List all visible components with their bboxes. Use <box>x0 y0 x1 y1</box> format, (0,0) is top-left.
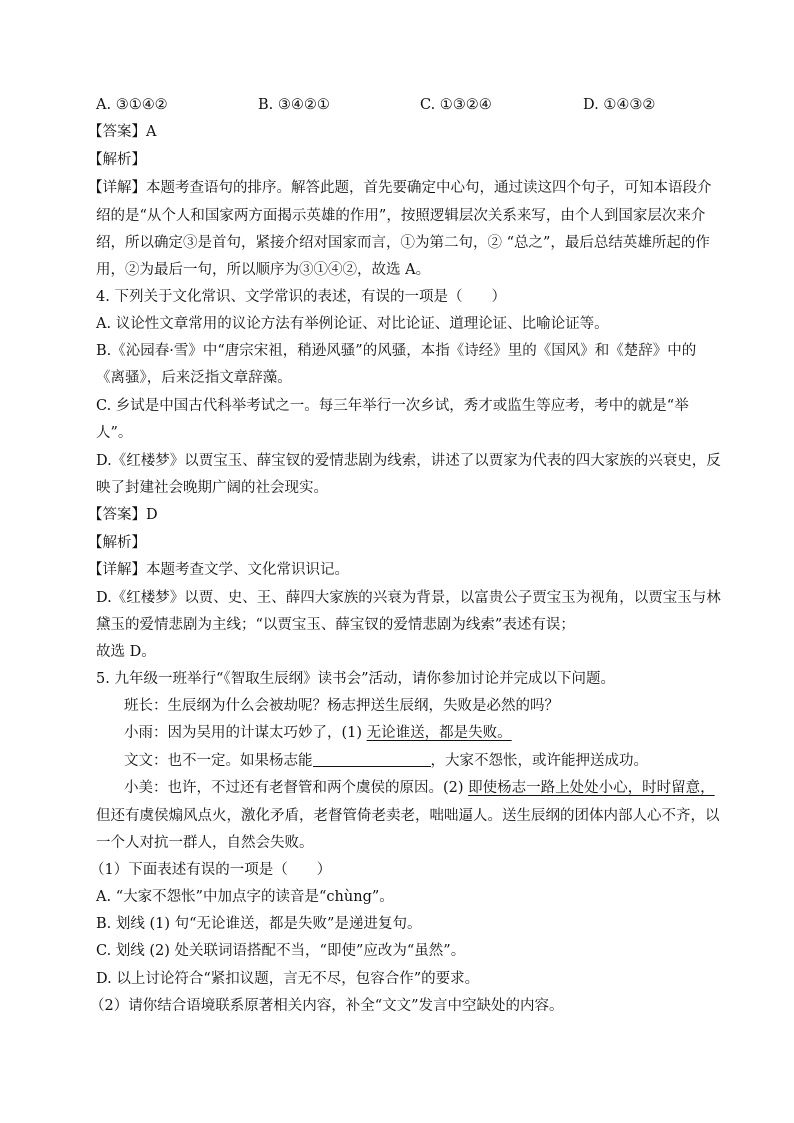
answer-tag: 【答案】 <box>88 507 146 523</box>
xiaoyu-text: 小雨：因为吴用的计谋太巧妙了，(1) <box>124 725 367 741</box>
q4-question: 4. 下列关于文化常识、文学常识的表述，有误的一项是（ ） <box>96 289 506 305</box>
q4-answer <box>88 505 158 525</box>
q3-option-c: C. ①③②④ <box>420 97 492 113</box>
q3-detail-line-3: 绍，所以确定③是首句，紧接介绍对国家而言，①为第二句，② “总之”，最后总结英雄所起的作 <box>96 235 710 251</box>
q3-analysis-tag: 【解析】 <box>88 152 146 168</box>
q4-analysis-tag: 【解析】 <box>88 535 146 551</box>
q5-banzhang: 班长：生辰纲为什么会被劫呢？杨志押送生辰纲，失败是必然的吗？ <box>124 698 559 714</box>
q5-xiaomei-line-2: 但还有虞侯煽风点火，激化矛盾，老督管倚老卖老，咄咄逼人。送生辰纲的团体内部人心不齐，以 <box>96 808 720 824</box>
answer-value: A <box>146 124 157 140</box>
q4-detail-line-1 <box>88 560 349 580</box>
q3-option-a: A. ③①④② <box>96 97 168 113</box>
answer-value: D <box>146 507 158 523</box>
q4-detail-line-4: 故选 D。 <box>96 644 156 660</box>
q5-intro: 5. 九年级一班举行“《智取生辰纲》读书会”活动，请你参加讨论并完成以下问题。 <box>96 671 616 687</box>
detail-tag: 【详解】 <box>88 180 146 196</box>
wenwen-text-after: ，大家不怨怅，或许能押送成功。 <box>430 753 648 769</box>
q5-sub1-option-b: B. 划线 (1) 句“无论谁送，都是失败”是递进复句。 <box>96 916 422 932</box>
q5-xiaoyu <box>124 723 512 743</box>
q5-xiaomei-line-3: 一个人对抗一群人，自然会失败。 <box>96 835 314 851</box>
q4-option-d-line-2: 映了封建社会晚期广阔的社会现实。 <box>96 480 328 496</box>
q5-sub2-question: （2）请你结合语境联系原著相关内容，补全“文文”发言中空缺处的内容。 <box>90 998 564 1014</box>
q5-sub1-question: （1）下面表述有误的一项是（ ） <box>90 862 332 878</box>
detail-text: 本题考查语句的排序。解答此题，首先要确定中心句，通过读这四个句子，可知本语段介 <box>146 180 712 196</box>
q5-sub1-option-c: C. 划线 (2) 处关联词语搭配不当，“即使”应改为“虽然”。 <box>96 943 466 959</box>
q4-option-c-line-2: 人”。 <box>96 425 133 441</box>
underlined-sentence-1: 无论谁送，都是失败。 <box>366 725 512 741</box>
q3-answer <box>88 122 156 142</box>
q4-detail-line-2: D.《红楼梦》以贾、史、王、薛四大家族的兴衰为背景，以富贵公子贾宝玉为视角，以贾宝玉与林 <box>96 590 721 606</box>
wenwen-text-before: 文文：也不一定。如果杨志能 <box>124 753 313 769</box>
q4-option-b-line-1: B.《沁园春·雪》中“唐宗宋祖，稍逊风骚”的风骚，本指《诗经》里的《国风》和《楚辞》中的 <box>96 343 697 359</box>
q3-detail-line-2: 绍的是“从个人和国家两方面揭示英雄的作用”，按照逻辑层次关系来写，由个人到国家层次来介 <box>96 208 706 224</box>
q3-detail-line-1 <box>88 178 712 198</box>
q4-option-a: A. 议论性文章常用的议论方法有举例论证、对比论证、道理论证、比喻论证等。 <box>96 316 609 332</box>
q4-option-c-line-1: C. 乡试是中国古代科举考试之一。每三年举行一次乡试，秀才或监生等应考，考中的就是“举 <box>96 398 689 414</box>
q3-detail-line-4: 用，②为最后一句，所以顺序为③①④②，故选 A。 <box>96 262 431 278</box>
q3-option-b: B. ③④②① <box>258 97 330 113</box>
detail-text: 本题考查文学、文化常识识记。 <box>146 562 349 578</box>
q5-wenwen <box>124 751 648 771</box>
q5-sub1-option-a: A. “大家不怨怅”中加点字的读音是“chùng”。 <box>96 889 394 905</box>
q4-option-d-line-1: D.《红楼梦》以贾宝玉、薛宝钗的爱情悲剧为线索，讲述了以贾家为代表的四大家族的兴衰史，反 <box>96 453 721 469</box>
underlined-sentence-2: 即使杨志一路上处处小心，时时留意， <box>468 780 715 796</box>
q4-detail-line-3: 黛玉的爱情悲剧为主线；“以贾宝玉、薛宝钗的爱情悲剧为线索”表述有误； <box>96 617 575 633</box>
detail-tag: 【详解】 <box>88 562 146 578</box>
xiaomei-text: 小美：也许，不过还有老督管和两个虞侯的原因。(2) <box>124 780 469 796</box>
fill-in-blank[interactable] <box>313 752 431 767</box>
q4-option-b-line-2: 《离骚》，后来泛指文章辞藻。 <box>96 370 292 386</box>
q5-xiaomei-line-1 <box>124 778 715 798</box>
q3-option-d: D. ①④③② <box>583 97 656 113</box>
answer-tag: 【答案】 <box>88 124 146 140</box>
q5-sub1-option-d: D. 以上讨论符合“紧扣议题，言无不尽，包容合作”的要求。 <box>96 971 480 987</box>
